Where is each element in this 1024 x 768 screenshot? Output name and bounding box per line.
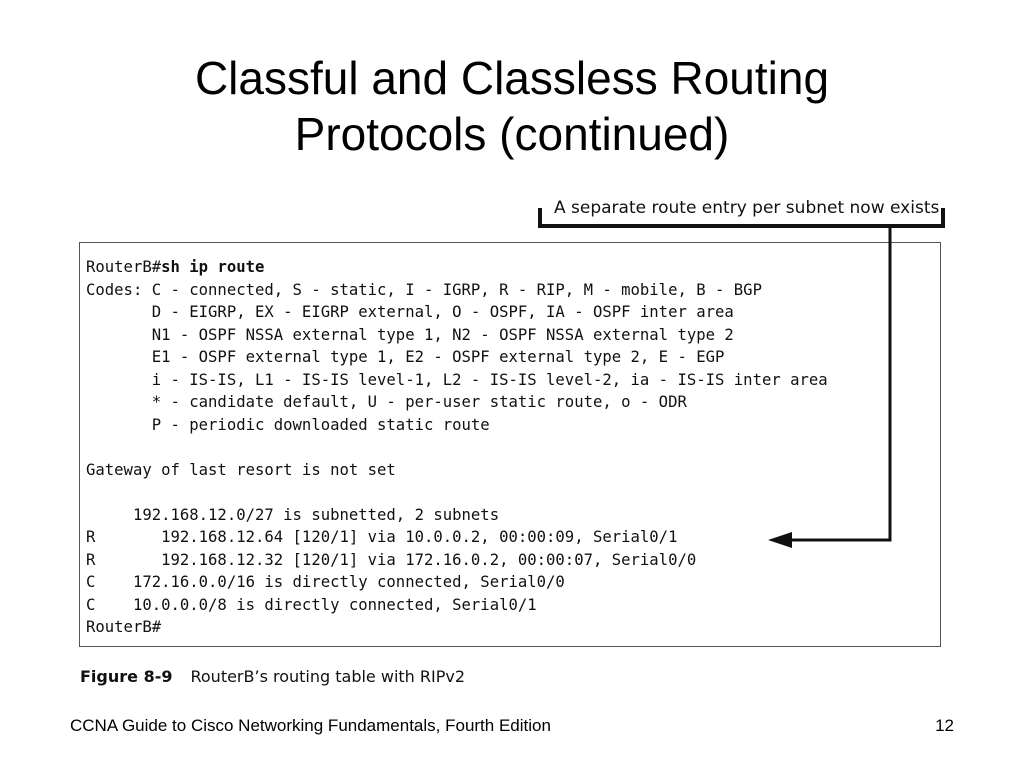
terminal-line: RouterB# — [86, 618, 162, 636]
terminal-line: E1 - OSPF external type 1, E2 - OSPF external type 2, E - EGP — [86, 348, 725, 366]
terminal-line: R 192.168.12.64 [120/1] via 10.0.0.2, 00:00:09, Serial0/1 — [86, 528, 678, 546]
terminal-line: R 192.168.12.32 [120/1] via 172.16.0.2, 00:00:07, Serial0/0 — [86, 550, 697, 569]
terminal-prompt: RouterB# — [86, 258, 162, 276]
terminal-line: i - IS-IS, L1 - IS-IS level-1, L2 - IS-IS level-2, ia - IS-IS inter area — [86, 370, 828, 389]
callout-text: A separate route entry per subnet now exists. — [554, 198, 945, 218]
callout-bracket — [540, 208, 943, 226]
terminal-line: C 172.16.0.0/16 is directly connected, Serial0/0 — [86, 573, 565, 591]
footer-book-title: CCNA Guide to Cisco Networking Fundamentals, Fourth Edition — [70, 716, 551, 735]
terminal-line: D - EIGRP, EX - EIGRP external, O - OSPF, IA - OSPF inter area — [86, 303, 734, 321]
page-number: 12 — [935, 716, 954, 735]
terminal-command: sh ip route — [161, 258, 265, 276]
terminal-line: Codes: C - connected, S - static, I - IGRP, R - RIP, M - mobile, B - BGP — [86, 280, 762, 299]
terminal-line: C 10.0.0.0/8 is directly connected, Serial0/1 — [86, 595, 537, 614]
terminal-line: Gateway of last resort is not set — [86, 460, 396, 479]
title-line-1: Classful and Classless Routing — [194, 52, 830, 104]
terminal-line: * - candidate default, U - per-user static route, o - ODR — [86, 393, 687, 411]
terminal-line: N1 - OSPF NSSA external type 1, N2 - OSPF NSSA external type 2 — [86, 325, 734, 344]
terminal-line: P - periodic downloaded static route — [86, 415, 490, 434]
title-line-2: Protocols (continued) — [294, 108, 730, 160]
terminal-line: 192.168.12.0/27 is subnetted, 2 subnets — [86, 505, 500, 524]
figure-caption-text: RouterB’s routing table with RIPv2 — [190, 667, 466, 686]
callout-connector — [790, 226, 890, 540]
figure-caption — [80, 667, 465, 686]
callout-arrowhead — [768, 532, 792, 548]
figure-label: Figure 8-9 — [80, 667, 173, 686]
